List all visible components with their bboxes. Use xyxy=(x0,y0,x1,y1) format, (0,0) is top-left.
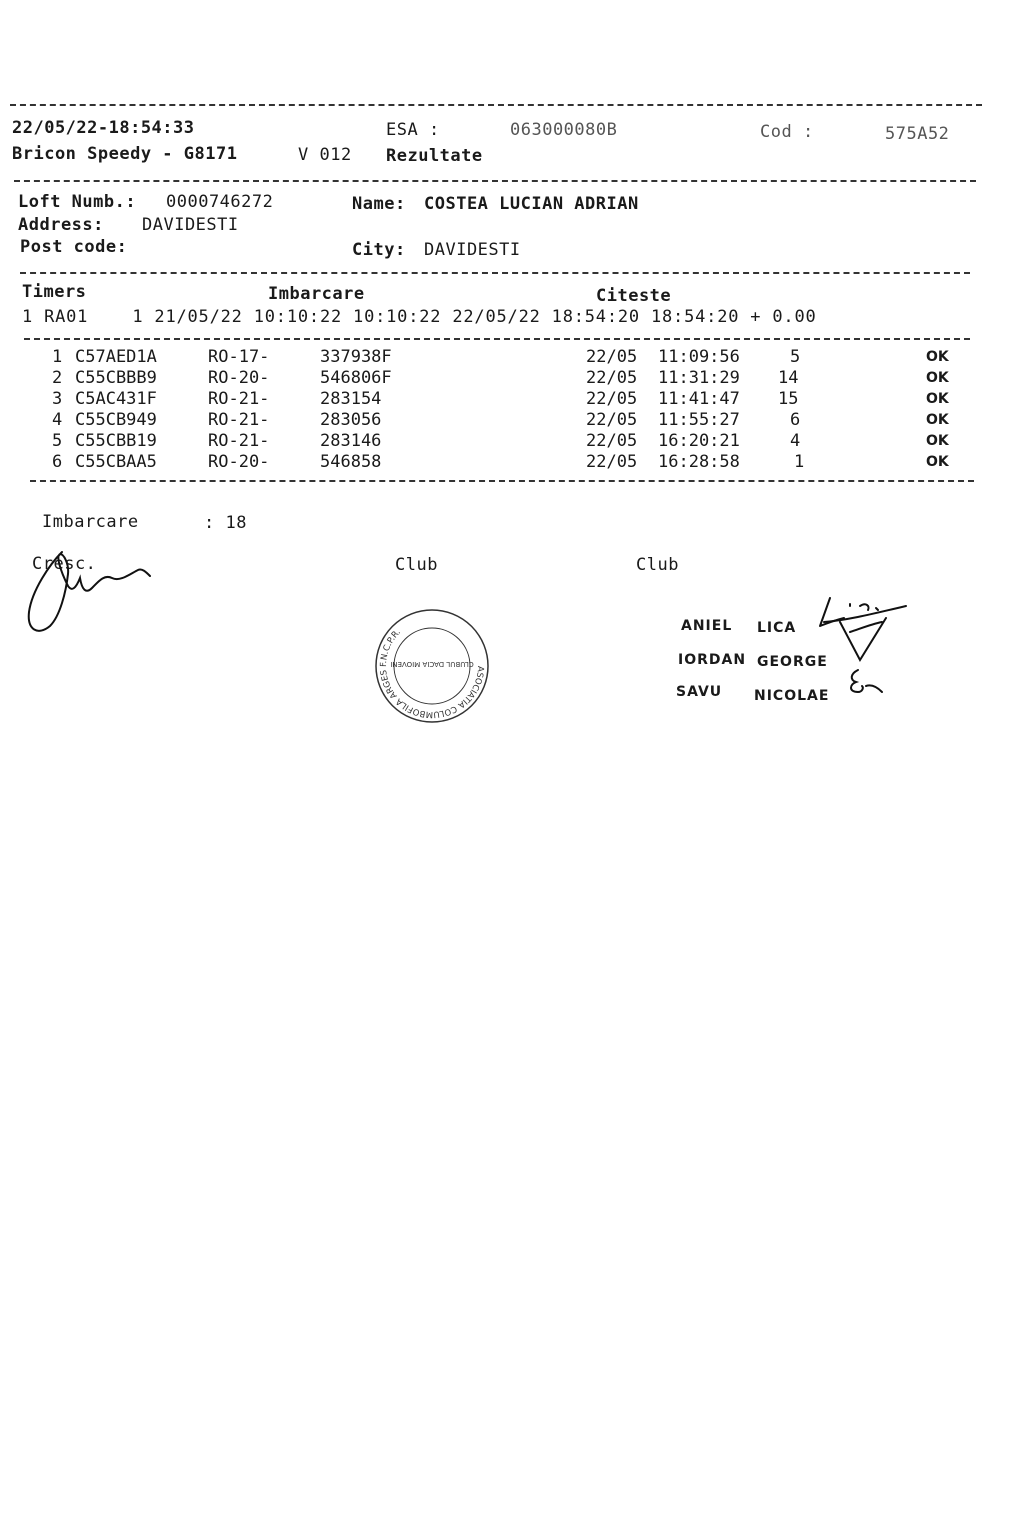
row-index: 1 xyxy=(52,347,63,367)
status-badge: OK xyxy=(926,370,949,386)
chip-id: C55CBB19 xyxy=(75,431,157,451)
position: 15 xyxy=(778,389,799,409)
top-divider xyxy=(10,104,982,106)
club-stamp-icon xyxy=(372,606,492,726)
cod-value: 575A52 xyxy=(885,124,950,144)
city-label: City: xyxy=(352,240,406,260)
status-badge: OK xyxy=(926,433,949,449)
arrival-date: 22/05 xyxy=(586,452,638,472)
chip-id: C55CB949 xyxy=(75,410,157,430)
position: 6 xyxy=(790,410,801,430)
arrival-time: 11:09:56 xyxy=(658,347,740,367)
esa-value: 063000080B xyxy=(510,120,618,140)
ring-number: 546858 xyxy=(320,452,382,472)
arrival-date: 22/05 xyxy=(586,347,638,367)
cod-label: Cod : xyxy=(760,122,814,142)
position: 1 xyxy=(794,452,805,472)
status-badge: OK xyxy=(926,412,949,428)
club-label-1: Club xyxy=(395,555,438,575)
status-badge: OK xyxy=(926,349,949,365)
arrival-time: 16:20:21 xyxy=(658,431,740,451)
owner-divider xyxy=(20,272,970,274)
table-row xyxy=(0,431,1024,451)
breeder-signature-icon xyxy=(20,530,160,645)
table-row xyxy=(0,389,1024,409)
imbarcare-total-value: : 18 xyxy=(204,513,247,533)
report-datetime: 22/05/22-18:54:33 xyxy=(12,118,195,138)
table-row xyxy=(0,368,1024,388)
address-label: Address: xyxy=(18,215,104,235)
header-divider xyxy=(14,180,976,182)
version: V 012 xyxy=(298,145,352,165)
row-index: 2 xyxy=(52,368,63,388)
arrival-date: 22/05 xyxy=(586,410,638,430)
breeder-label: Cresc. xyxy=(32,554,97,574)
address-value: DAVIDESTI xyxy=(142,215,239,235)
esa-label: ESA : xyxy=(386,120,440,140)
row-index: 6 xyxy=(52,452,63,472)
committee-last: NICOLAE xyxy=(754,688,830,704)
chip-id: C55CBAA5 xyxy=(75,452,157,472)
city-value: DAVIDESTI xyxy=(424,240,521,260)
timers-divider xyxy=(24,338,970,340)
arrival-time: 11:31:29 xyxy=(658,368,740,388)
ring-prefix: RO-17- xyxy=(208,347,270,367)
position: 5 xyxy=(790,347,801,367)
arrival-date: 22/05 xyxy=(586,368,638,388)
ring-number: 546806F xyxy=(320,368,392,388)
ring-prefix: RO-21- xyxy=(208,410,270,430)
position: 14 xyxy=(778,368,799,388)
ring-number: 337938F xyxy=(320,347,392,367)
committee-last: LICA xyxy=(757,620,797,636)
row-index: 3 xyxy=(52,389,63,409)
timers-header: Timers xyxy=(22,282,87,302)
ring-prefix: RO-21- xyxy=(208,431,270,451)
club-label-2: Club xyxy=(636,555,679,575)
table-row xyxy=(0,347,1024,367)
stamp-inner-text: CLUBUL DACIA MIOVENI xyxy=(390,660,474,668)
arrival-time: 11:55:27 xyxy=(658,410,740,430)
ring-number: 283146 xyxy=(320,431,382,451)
chip-id: C57AED1A xyxy=(75,347,157,367)
postcode-label: Post code: xyxy=(20,237,128,257)
ring-prefix: RO-20- xyxy=(208,368,270,388)
chip-id: C55CBBB9 xyxy=(75,368,157,388)
row-index: 5 xyxy=(52,431,63,451)
device-name: Bricon Speedy - G8171 xyxy=(12,144,238,164)
imbarcare-header: Imbarcare xyxy=(268,284,365,304)
committee-first: SAVU xyxy=(676,684,723,700)
status-badge: OK xyxy=(926,391,949,407)
timer-line: 1 RA01 1 21/05/22 10:10:22 10:10:22 22/05/22 18:54:20 18:54:20 + 0.00 xyxy=(22,307,817,327)
committee-first: IORDAN xyxy=(678,652,747,668)
ring-prefix: RO-21- xyxy=(208,389,270,409)
arrival-date: 22/05 xyxy=(586,389,638,409)
loft-label: Loft Numb.: xyxy=(18,192,137,212)
arrival-time: 16:28:58 xyxy=(658,452,740,472)
status-badge: OK xyxy=(926,454,949,470)
table-row xyxy=(0,410,1024,430)
position: 4 xyxy=(790,431,801,451)
arrival-date: 22/05 xyxy=(586,431,638,451)
ring-number: 283056 xyxy=(320,410,382,430)
citeste-header: Citeste xyxy=(596,286,672,306)
ring-prefix: RO-20- xyxy=(208,452,270,472)
ring-number: 283154 xyxy=(320,389,382,409)
report-type: Rezultate xyxy=(386,146,483,166)
committee-signature-icon xyxy=(810,588,920,703)
table-row xyxy=(0,452,1024,472)
chip-id: C5AC431F xyxy=(75,389,157,409)
committee-last: GEORGE xyxy=(757,654,828,670)
arrival-time: 11:41:47 xyxy=(658,389,740,409)
name-label: Name: xyxy=(352,194,406,214)
loft-value: 0000746272 xyxy=(166,192,274,212)
committee-first: ANIEL xyxy=(681,618,733,634)
row-index: 4 xyxy=(52,410,63,430)
name-value: COSTEA LUCIAN ADRIAN xyxy=(424,194,639,214)
results-divider xyxy=(30,480,974,482)
imbarcare-total-label: Imbarcare xyxy=(42,512,139,532)
stamp-outer-text: ASOCIATIA COLUMBOFILA ARGES F.N.C.P.R. xyxy=(378,627,486,720)
